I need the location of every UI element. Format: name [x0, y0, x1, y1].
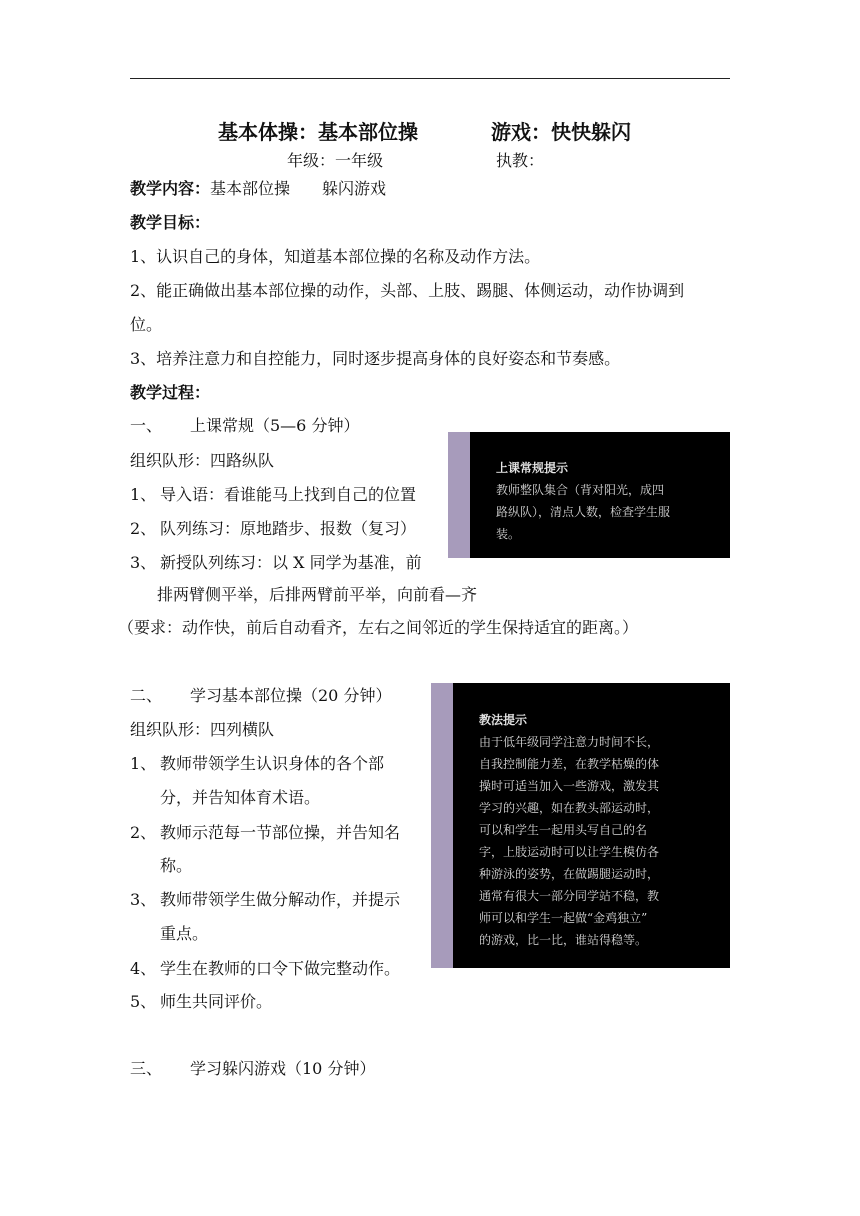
grade-label: 年级：一年级: [287, 151, 384, 170]
goal-item: 位。: [130, 315, 163, 334]
tip-box-stripe: [431, 683, 453, 968]
tip-box-stripe: [448, 432, 470, 558]
tip-box-routine: [448, 432, 730, 558]
teaching-content-label: 教学内容：: [130, 179, 211, 198]
section2-number: 二、: [130, 686, 163, 705]
list-item: 3、 教师带领学生做分解动作，并提示: [130, 890, 401, 909]
list-item: 1、 教师带领学生认识身体的各个部: [130, 754, 385, 773]
game-title: 游戏：快快躲闪: [491, 120, 631, 144]
list-item-continuation: 排两臂侧平举，后排两臂前平举，向前看—齐: [157, 585, 478, 604]
list-item-continuation: 重点。: [160, 924, 209, 943]
section1-heading: 上课常规（5—6 分钟）: [190, 416, 360, 435]
document-title: 基本体操：基本部位操: [218, 120, 418, 144]
teaching-content: [130, 178, 386, 200]
tip-box-teaching-method: [431, 683, 730, 968]
teaching-content-value: 基本部位操 躲闪游戏: [210, 179, 387, 198]
goal-item: 3、培养注意力和自控能力，同时逐步提高身体的良好姿态和节奏感。: [130, 349, 621, 368]
goals-label: 教学目标：: [130, 213, 211, 232]
tip-box-title: 教法提示: [479, 713, 528, 727]
list-item: 2、 教师示范每一节部位操，并告知名: [130, 823, 401, 842]
section3-heading: 学习躲闪游戏（10 分钟）: [190, 1059, 376, 1078]
list-item: 3、 新授队列练习：以 X 同学为基准，前: [130, 553, 422, 572]
section3-number: 三、: [130, 1059, 163, 1078]
list-item: 5、 师生共同评价。: [130, 992, 273, 1011]
list-item: 2、 队列练习：原地踏步、报数（复习）: [130, 519, 417, 538]
list-item: 4、 学生在教师的口令下做完整动作。: [130, 959, 401, 978]
section1-requirement: （要求：动作快，前后自动看齐，左右之间邻近的学生保持适宜的距离。）: [118, 618, 639, 637]
section1-number: 一、: [130, 416, 163, 435]
section2-heading: 学习基本部位操（20 分钟）: [190, 686, 392, 705]
list-item-continuation: 称。: [160, 856, 193, 875]
teacher-label: 执教：: [496, 151, 545, 170]
section2-formation: 组织队形：四列横队: [130, 720, 275, 739]
tip-box-text: 由于低年级同学注意力时间不长， 自我控制能力差，在教学枯燥的体 操时可适当加入一些游戏，激发其 学习的兴趣，如在教头部运动时， 可以和学生一起用头写自己的名 字，上肢运动时可以让学生模仿各 种游泳的姿势，在做踢腿运动时， 通常有很大一部分同学站不稳，教 师可以和学生一起做“金鸡独立” 的游戏，比一比，谁站得稳等。: [479, 735, 660, 947]
goal-item: 1、认识自己的身体，知道基本部位操的名称及动作方法。: [130, 247, 541, 266]
list-item-continuation: 分，并告知体育术语。: [160, 788, 321, 807]
tip-box-title: 上课常规提示: [496, 461, 569, 475]
goal-item: 2、能正确做出基本部位操的动作，头部、上肢、踢腿、体侧运动，动作协调到: [130, 281, 685, 300]
process-label: 教学过程：: [130, 383, 211, 402]
list-item: 1、 导入语：看谁能马上找到自己的位置: [130, 485, 417, 504]
section1-formation: 组织队形：四路纵队: [130, 451, 275, 470]
header-rule: [130, 78, 730, 79]
tip-box-text: 教师整队集合（背对阳光，成四 路纵队），清点人数，检查学生服 装。: [496, 483, 671, 541]
